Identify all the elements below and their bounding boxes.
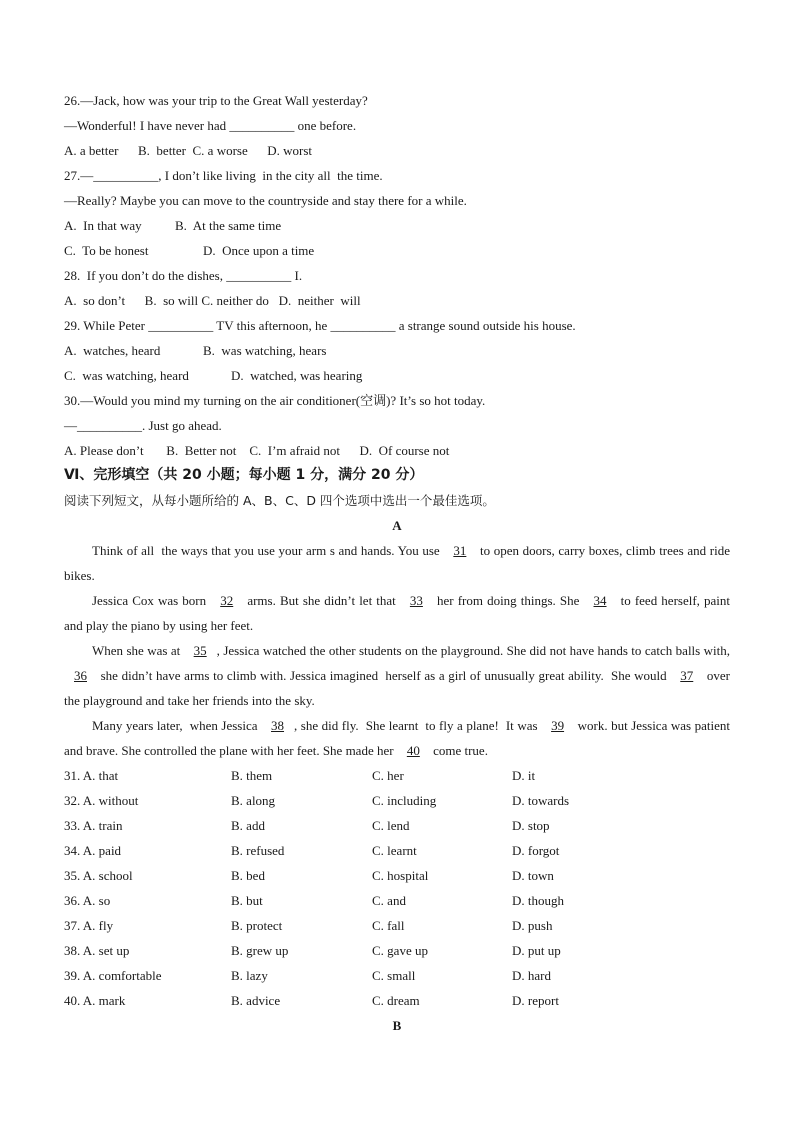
q29-blank-1: __________	[148, 318, 214, 333]
q28-stem-a: 28. If you don’t do the dishes,	[64, 268, 227, 283]
answer-row-35	[64, 863, 730, 888]
q29-stem-c: a strange sound outside his house.	[395, 318, 576, 333]
option-a: 35. A. school	[64, 868, 133, 883]
p2-text-d: to feed herself, paint and play the piano by using her feet.	[64, 593, 734, 633]
p2-text-c: her from doing things. She	[432, 593, 584, 608]
answer-row-31	[64, 763, 730, 788]
p2-text-a: Jessica Cox was born	[92, 593, 211, 608]
option-c: C. hospital	[372, 868, 429, 883]
option-b: B. them	[231, 768, 273, 783]
answer-row-38	[64, 938, 730, 963]
answer-row-39	[64, 963, 730, 988]
answer-row-33	[64, 813, 730, 838]
blank-39: 39	[551, 718, 565, 733]
option-b: B. advice	[231, 993, 281, 1008]
option-a: 40. A. mark	[64, 993, 126, 1008]
option-c: C. including	[372, 793, 437, 808]
option-c: C. fall	[372, 918, 405, 933]
option-d: D. it	[512, 768, 536, 783]
exam-page	[64, 88, 734, 1038]
q27-stem	[64, 163, 730, 188]
section-instruction: 阅读下列短文，从每小题所给的 A、B、C、D 四个选项中选出一个最佳选项。	[64, 493, 495, 508]
q27-options-cd	[64, 238, 730, 263]
q27-reply: —Really? Maybe you can move to the countryside and stay there for a while.	[64, 193, 467, 208]
option-a: 33. A. train	[64, 818, 123, 833]
option-d: D. though	[512, 893, 564, 908]
option-a: 31. A. that	[64, 768, 119, 783]
answer-row-37	[64, 913, 730, 938]
option-c: C. small	[372, 968, 416, 983]
q27-stem-a: 27.—	[64, 168, 94, 183]
option-c: C. dream	[372, 993, 420, 1008]
q29-options-ab	[64, 338, 730, 363]
p3-text-b: , Jessica watched the other students on the playground. She did not have hands to catch balls with,	[216, 643, 734, 658]
q26-reply	[64, 113, 730, 138]
answer-options	[64, 763, 730, 1013]
option-b: B. protect	[231, 918, 283, 933]
option-b: B. grew up	[231, 943, 289, 958]
q29-stem-b: TV this afternoon, he	[213, 318, 331, 333]
option-c: C. and	[372, 893, 406, 908]
p4-text-d: come true.	[429, 743, 488, 758]
section-title: Ⅵ、完形填空（共 20 小题；每小题 1 分，满分 20 分）	[64, 467, 424, 483]
passage-a-label: A	[392, 518, 402, 533]
q28-stem	[64, 263, 730, 288]
q30-reply-a: —	[64, 418, 77, 433]
q26-blank: __________	[229, 118, 295, 133]
q29-opt-c: C. was watching, heard	[64, 368, 189, 383]
option-d: D. forgot	[512, 843, 560, 858]
blank-37: 37	[680, 668, 694, 683]
option-d: D. push	[512, 918, 553, 933]
option-b: B. bed	[231, 868, 265, 883]
p4-text-b: , she did fly. She learnt to fly a plane! It was	[294, 718, 542, 733]
q27-opt-d: D. Once upon a time	[203, 243, 315, 258]
option-b: B. but	[231, 893, 263, 908]
q28-blank: __________	[226, 268, 292, 283]
q29-stem-a: 29. While Peter	[64, 318, 149, 333]
answer-row-32	[64, 788, 730, 813]
option-d: D. town	[512, 868, 554, 883]
passage-paragraph-4	[64, 713, 734, 763]
q30-blank: __________	[77, 418, 142, 433]
p3-text-c: she didn’t have arms to climb with. Jessica imagined herself as a girl of unusually great ability. She would	[97, 668, 671, 683]
q27-opt-b: B. At the same time	[175, 218, 282, 233]
option-c: C. learnt	[372, 843, 417, 858]
blank-31: 31	[453, 543, 467, 558]
blank-38: 38	[271, 718, 285, 733]
q28-stem-b: I.	[291, 268, 303, 283]
q30-options: A. Please don’t B. Better not C. I’m afraid not D. Of course not	[64, 443, 450, 458]
passage-paragraph-3	[64, 638, 734, 713]
passage-b-label: B	[392, 1018, 402, 1033]
q26-reply-b: one before.	[294, 118, 357, 133]
p4-text-a: Many years later, when Jessica	[92, 718, 262, 733]
option-c: C. gave up	[372, 943, 428, 958]
blank-32: 32	[220, 593, 234, 608]
q29-blank-2: __________	[330, 318, 396, 333]
passage-paragraph-2	[64, 588, 734, 638]
q29-stem	[64, 313, 730, 338]
p2-text-b: arms. But she didn’t let that	[243, 593, 400, 608]
q27-blank: __________	[93, 168, 159, 183]
blank-33: 33	[409, 593, 423, 608]
option-d: D. hard	[512, 968, 551, 983]
blank-35: 35	[193, 643, 207, 658]
q29-opt-a: A. watches, heard	[64, 343, 161, 358]
option-d: D. report	[512, 993, 559, 1008]
blank-40: 40	[406, 743, 420, 758]
blank-34: 34	[593, 593, 607, 608]
q27-options-ab	[64, 213, 730, 238]
option-b: B. lazy	[231, 968, 268, 983]
p3-text-d: over the playground and take her friends into the sky.	[64, 668, 734, 708]
option-d: D. put up	[512, 943, 561, 958]
q26-options: A. a better B. better C. a worse D. worst	[64, 143, 313, 158]
p1-text-a: Think of all the ways that you use your arm s and hands. You use	[92, 543, 444, 558]
q28-options: A. so don’t B. so will C. neither do D. neither will	[64, 293, 361, 308]
option-a: 32. A. without	[64, 793, 139, 808]
option-d: D. stop	[512, 818, 550, 833]
q29-opt-d: D. watched, was hearing	[231, 368, 363, 383]
q26-stem: 26.—Jack, how was your trip to the Great Wall yesterday?	[64, 93, 368, 108]
option-a: 36. A. so	[64, 893, 111, 908]
blank-36: 36	[74, 668, 87, 683]
option-c: C. her	[372, 768, 404, 783]
q30-reply-b: . Just go ahead.	[142, 418, 222, 433]
q27-opt-a: A. In that way	[64, 218, 142, 233]
p1-text-b: to open doors, carry boxes, climb trees and ride bikes.	[64, 543, 734, 583]
option-a: 34. A. paid	[64, 843, 122, 858]
option-b: B. add	[231, 818, 265, 833]
option-d: D. towards	[512, 793, 570, 808]
answer-row-36	[64, 888, 730, 913]
answer-row-34	[64, 838, 730, 863]
p3-text-a: When she was at	[92, 643, 184, 658]
p4-text-c: work. but Jessica was patient and brave. She controlled the plane with her feet. She made her	[64, 718, 734, 758]
q27-opt-c: C. To be honest	[64, 243, 149, 258]
q26-reply-a: —Wonderful! I have never had	[64, 118, 230, 133]
answer-row-40	[64, 988, 730, 1013]
q30-stem: 30.—Would you mind my turning on the air conditioner(空调)? It’s so hot today.	[64, 393, 486, 408]
option-a: 39. A. comfortable	[64, 968, 162, 983]
q29-options-cd	[64, 363, 730, 388]
option-a: 38. A. set up	[64, 943, 130, 958]
option-a: 37. A. fly	[64, 918, 114, 933]
option-b: B. refused	[231, 843, 285, 858]
q27-stem-b: , I don’t like living in the city all the time.	[158, 168, 383, 183]
q29-opt-b: B. was watching, hears	[203, 343, 327, 358]
option-c: C. lend	[372, 818, 410, 833]
option-b: B. along	[231, 793, 276, 808]
q30-reply	[64, 413, 730, 438]
passage-paragraph-1	[64, 538, 734, 588]
